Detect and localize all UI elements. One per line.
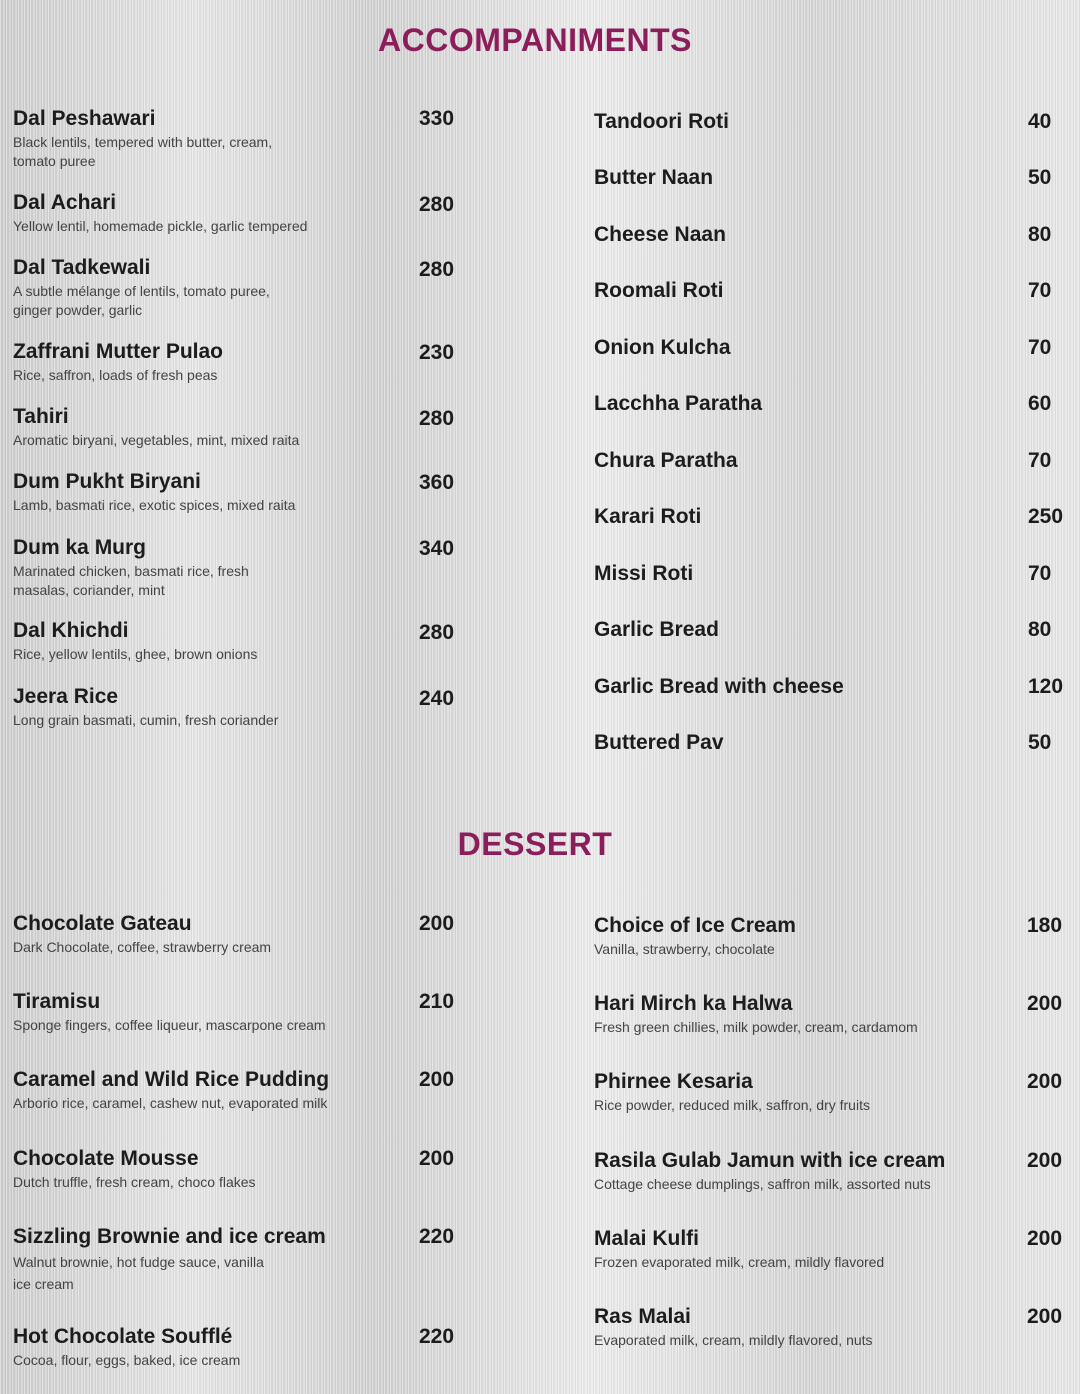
item-name: Caramel and Wild Rice Pudding <box>13 1068 330 1091</box>
item-description: Long grain basmati, cumin, fresh coriander <box>13 712 279 728</box>
menu-item <box>13 619 408 664</box>
item-name: Hot Chocolate Soufflé <box>13 1325 233 1348</box>
menu-item <box>13 1325 408 1370</box>
item-price: 210 <box>419 990 455 1013</box>
item-description: Sponge fingers, coffee liqueur, mascarpone cream <box>13 1017 326 1033</box>
menu-item <box>13 256 408 320</box>
item-name: Garlic Bread <box>594 618 719 641</box>
menu-item <box>594 675 1014 699</box>
menu-item <box>594 731 1014 755</box>
item-price: 80 <box>1028 223 1052 246</box>
item-name: Dum Pukht Biryani <box>13 470 201 493</box>
menu-item <box>594 992 1014 1037</box>
item-description: Walnut brownie, hot fudge sauce, vanilla ice cream <box>13 1254 264 1292</box>
item-price: 280 <box>419 621 455 644</box>
item-name: Butter Naan <box>594 166 714 189</box>
item-description: Marinated chicken, basmati rice, fresh masalas, coriander, mint <box>13 563 249 598</box>
menu-item <box>13 912 408 957</box>
item-price: 200 <box>419 1068 455 1091</box>
item-description: Cocoa, flour, eggs, baked, ice cream <box>13 1352 241 1368</box>
item-price: 60 <box>1028 392 1052 415</box>
item-name: Cheese Naan <box>594 223 726 246</box>
item-description: A subtle mélange of lentils, tomato puree, ginger powder, garlic <box>13 283 270 318</box>
item-name: Onion Kulcha <box>594 336 731 359</box>
item-price: 230 <box>419 341 455 364</box>
item-name: Ras Malai <box>594 1305 691 1328</box>
item-price: 40 <box>1028 110 1052 133</box>
menu-item <box>594 166 1014 190</box>
item-name: Dum ka Murg <box>13 536 147 559</box>
item-description: Yellow lentil, homemade pickle, garlic tempered <box>13 218 308 234</box>
item-name: Choice of Ice Cream <box>594 914 796 937</box>
item-price: 330 <box>419 107 455 130</box>
item-price: 280 <box>419 193 455 216</box>
menu-item <box>594 914 1014 959</box>
item-description: Dark Chocolate, coffee, strawberry cream <box>13 939 272 955</box>
item-description: Black lentils, tempered with butter, cream, tomato puree <box>13 134 273 169</box>
menu-item <box>594 1305 1014 1350</box>
item-description: Fresh green chillies, milk powder, cream, cardamom <box>594 1019 918 1035</box>
item-name: Missi Roti <box>594 562 694 585</box>
item-name: Phirnee Kesaria <box>594 1070 753 1093</box>
item-name: Chocolate Mousse <box>13 1147 199 1170</box>
item-price: 200 <box>419 912 455 935</box>
item-price: 50 <box>1028 166 1052 189</box>
item-price: 70 <box>1028 562 1052 585</box>
item-name: Tahiri <box>13 405 69 428</box>
item-description: Cottage cheese dumplings, saffron milk, assorted nuts <box>594 1176 931 1192</box>
menu-item <box>13 685 408 730</box>
menu-item <box>594 336 1014 360</box>
menu-item <box>594 1070 1014 1115</box>
menu-item <box>594 1227 1014 1272</box>
dessert-title: DESSERT <box>457 826 613 862</box>
menu-item <box>594 618 1014 642</box>
item-price: 200 <box>419 1147 455 1170</box>
item-name: Zaffrani Mutter Pulao <box>13 340 224 363</box>
item-price: 280 <box>419 258 455 281</box>
item-name: Tandoori Roti <box>594 110 729 133</box>
item-name: Chura Paratha <box>594 449 738 472</box>
item-description: Arborio rice, caramel, cashew nut, evaporated milk <box>13 1095 328 1111</box>
item-name: Dal Tadkewali <box>13 256 151 279</box>
menu-item <box>13 1068 408 1113</box>
item-name: Sizzling Brownie and ice cream <box>13 1225 326 1248</box>
item-price: 220 <box>419 1225 455 1248</box>
item-price: 200 <box>1027 1149 1063 1172</box>
item-name: Karari Roti <box>594 505 702 528</box>
item-description: Frozen evaporated milk, cream, mildly flavored <box>594 1254 885 1270</box>
item-name: Jeera Rice <box>13 685 119 708</box>
item-price: 340 <box>419 537 455 560</box>
item-price: 220 <box>419 1325 455 1348</box>
accompaniments-title: ACCOMPANIMENTS <box>378 22 692 58</box>
item-price: 70 <box>1028 449 1052 472</box>
item-price: 280 <box>419 407 455 430</box>
item-description: Aromatic biryani, vegetables, mint, mixed raita <box>13 432 300 448</box>
menu-item <box>594 562 1014 586</box>
item-price: 240 <box>419 687 455 710</box>
menu-item <box>13 107 408 171</box>
menu-item <box>594 505 1014 529</box>
item-price: 200 <box>1027 1305 1063 1328</box>
item-price: 200 <box>1027 992 1063 1015</box>
menu-item <box>13 536 408 600</box>
item-price: 50 <box>1028 731 1052 754</box>
menu-item <box>594 223 1014 247</box>
item-name: Dal Peshawari <box>13 107 156 130</box>
item-price: 80 <box>1028 618 1052 641</box>
item-price: 120 <box>1028 675 1064 698</box>
menu-item <box>13 405 408 450</box>
item-description: Evaporated milk, cream, mildly flavored, nuts <box>594 1332 873 1348</box>
menu-item <box>13 990 408 1035</box>
item-name: Malai Kulfi <box>594 1227 700 1250</box>
menu-item <box>13 191 408 236</box>
item-name: Dal Khichdi <box>13 619 129 642</box>
menu-item <box>13 340 408 385</box>
item-price: 200 <box>1027 1070 1063 1093</box>
item-price: 70 <box>1028 336 1052 359</box>
menu-item <box>594 392 1014 416</box>
item-price: 200 <box>1027 1227 1063 1250</box>
item-name: Lacchha Paratha <box>594 392 763 415</box>
item-name: Tiramisu <box>13 990 101 1013</box>
item-name: Buttered Pav <box>594 731 724 754</box>
menu-item <box>594 449 1014 473</box>
item-description: Vanilla, strawberry, chocolate <box>594 941 775 957</box>
menu-item <box>13 470 408 515</box>
item-name: Hari Mirch ka Halwa <box>594 992 793 1015</box>
item-name: Roomali Roti <box>594 279 724 302</box>
menu-item <box>594 1149 1014 1194</box>
item-description: Dutch truffle, fresh cream, choco flakes <box>13 1174 256 1190</box>
item-price: 250 <box>1028 505 1064 528</box>
item-description: Rice powder, reduced milk, saffron, dry fruits <box>594 1097 870 1113</box>
item-price: 70 <box>1028 279 1052 302</box>
menu-item <box>594 279 1014 303</box>
item-name: Dal Achari <box>13 191 117 214</box>
item-price: 180 <box>1027 914 1063 937</box>
item-name: Garlic Bread with cheese <box>594 675 844 698</box>
menu-item <box>13 1225 408 1295</box>
menu-item <box>594 110 1014 134</box>
item-name: Chocolate Gateau <box>13 912 192 935</box>
item-name: Rasila Gulab Jamun with ice cream <box>594 1149 946 1172</box>
item-description: Rice, saffron, loads of fresh peas <box>13 367 218 383</box>
item-description: Rice, yellow lentils, ghee, brown onions <box>13 646 258 662</box>
item-price: 360 <box>419 471 455 494</box>
item-description: Lamb, basmati rice, exotic spices, mixed raita <box>13 497 296 513</box>
menu-item <box>13 1147 408 1192</box>
